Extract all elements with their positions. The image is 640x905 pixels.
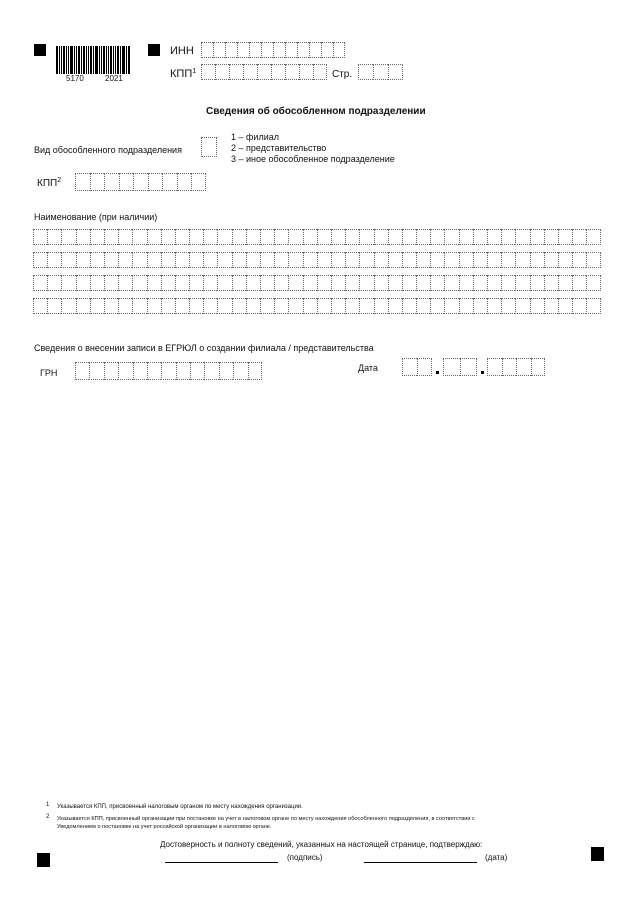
input-cell[interactable] [132, 275, 146, 291]
input-cell[interactable] [232, 275, 246, 291]
barcode-bar [117, 46, 119, 74]
input-cell[interactable] [501, 298, 515, 314]
input-cell[interactable] [232, 229, 246, 245]
input-cell[interactable] [402, 358, 417, 376]
input-cell[interactable] [132, 252, 146, 268]
input-cell[interactable] [189, 229, 203, 245]
kpp-footnote-mark: 1 [192, 68, 197, 75]
input-cell[interactable] [90, 252, 104, 268]
input-cell[interactable] [444, 298, 458, 314]
input-cell[interactable] [175, 229, 189, 245]
barcode-right-number: 2021 [105, 74, 123, 83]
input-cell[interactable] [331, 275, 345, 291]
footnote-2-text-b: Уведомлением о постановке на учет российской организации в налоговом органе. [57, 824, 272, 830]
input-cell[interactable] [217, 298, 231, 314]
input-cell[interactable] [274, 275, 288, 291]
page-number-cells[interactable] [358, 64, 403, 80]
input-cell[interactable] [530, 298, 544, 314]
name-row-3[interactable] [33, 275, 601, 291]
input-cell[interactable] [204, 362, 218, 380]
barcode-bar [122, 46, 125, 74]
barcode-bar [74, 46, 75, 74]
confirm-text: Достоверность и полноту сведений, указанных на настоящей странице, подтверждаю: [160, 840, 483, 849]
date-month-cells[interactable] [443, 358, 477, 376]
input-cell[interactable] [487, 358, 502, 376]
input-cell[interactable] [516, 358, 531, 376]
input-cell[interactable] [374, 275, 388, 291]
input-cell[interactable] [288, 298, 302, 314]
barcode-bar [120, 46, 121, 74]
input-cell[interactable] [359, 229, 373, 245]
input-cell[interactable] [260, 252, 274, 268]
input-cell[interactable] [473, 229, 487, 245]
page-label: Стр. [332, 69, 353, 80]
input-cell[interactable] [76, 298, 90, 314]
input-cell[interactable] [189, 298, 203, 314]
input-cell[interactable] [175, 298, 189, 314]
barcode-bar [56, 46, 58, 74]
input-cell[interactable] [246, 229, 260, 245]
input-cell[interactable] [203, 252, 217, 268]
input-cell[interactable] [118, 275, 132, 291]
footnote-1-mark: 1 [46, 802, 50, 808]
input-cell[interactable] [274, 229, 288, 245]
input-cell[interactable] [374, 229, 388, 245]
input-cell[interactable] [213, 42, 225, 58]
input-cell[interactable] [90, 229, 104, 245]
barcode-bar [103, 46, 105, 74]
inn-cells[interactable] [201, 42, 345, 58]
input-cell[interactable] [288, 229, 302, 245]
input-cell[interactable] [345, 252, 359, 268]
input-cell[interactable] [303, 275, 317, 291]
date-dot-1 [436, 371, 439, 374]
input-cell[interactable] [203, 298, 217, 314]
input-cell[interactable] [246, 298, 260, 314]
name-row-1[interactable] [33, 229, 601, 245]
unit-type-option-1: 1 – филиал [231, 132, 279, 142]
barcode-bar [76, 46, 77, 74]
barcode-bar [108, 46, 109, 74]
input-cell[interactable] [416, 252, 430, 268]
input-cell[interactable] [303, 229, 317, 245]
input-cell[interactable] [76, 229, 90, 245]
input-cell[interactable] [373, 64, 388, 80]
input-cell[interactable] [459, 298, 473, 314]
input-cell[interactable] [501, 229, 515, 245]
input-cell[interactable] [201, 42, 213, 58]
input-cell[interactable] [416, 275, 430, 291]
barcode-bar [63, 46, 65, 74]
corner-marker-top-mid [148, 44, 160, 56]
name-row-4[interactable] [33, 298, 601, 314]
input-cell[interactable] [161, 298, 175, 314]
input-cell[interactable] [402, 229, 416, 245]
input-cell[interactable] [572, 298, 586, 314]
barcode-bar [59, 46, 60, 74]
kpp-label [170, 68, 196, 80]
input-cell[interactable] [161, 252, 175, 268]
input-cell[interactable] [317, 229, 331, 245]
sign-date-label: (дата) [485, 853, 508, 862]
input-cell[interactable] [119, 173, 134, 191]
input-cell[interactable] [430, 275, 444, 291]
unit-type-cell[interactable] [201, 137, 217, 157]
input-cell[interactable] [515, 298, 529, 314]
kpp-label-text: КПП [170, 68, 193, 80]
input-cell[interactable] [374, 252, 388, 268]
input-cell[interactable] [61, 275, 75, 291]
input-cell[interactable] [232, 252, 246, 268]
barcode-bar [66, 46, 67, 74]
input-cell[interactable] [444, 275, 458, 291]
input-cell[interactable] [586, 252, 600, 268]
corner-marker-top-left [34, 44, 46, 56]
input-cell[interactable] [331, 298, 345, 314]
section-title: Сведения об обособленном подразделении [206, 106, 426, 117]
input-cell[interactable] [416, 229, 430, 245]
input-cell[interactable] [273, 42, 285, 58]
input-cell[interactable] [359, 298, 373, 314]
input-cell[interactable] [260, 275, 274, 291]
input-cell[interactable] [501, 252, 515, 268]
input-cell[interactable] [177, 173, 192, 191]
input-cell[interactable] [75, 362, 89, 380]
input-cell[interactable] [104, 298, 118, 314]
footnote-2-mark: 2 [46, 814, 50, 820]
barcode-bar [86, 46, 87, 74]
input-cell[interactable] [317, 252, 331, 268]
date-label: Дата [358, 363, 378, 373]
barcode-bar [88, 46, 89, 74]
input-cell[interactable] [274, 252, 288, 268]
input-cell[interactable] [416, 298, 430, 314]
date-sign-line [364, 862, 477, 863]
input-cell[interactable] [147, 229, 161, 245]
input-cell[interactable] [225, 42, 237, 58]
input-cell[interactable] [502, 358, 517, 376]
input-cell[interactable] [76, 275, 90, 291]
input-cell[interactable] [217, 252, 231, 268]
input-cell[interactable] [558, 298, 572, 314]
kpp2-footnote-mark: 2 [57, 177, 62, 184]
input-cell[interactable] [313, 64, 327, 80]
barcode-bar [90, 46, 92, 74]
barcode-bar [78, 46, 80, 74]
input-cell[interactable] [530, 275, 544, 291]
input-cell[interactable] [572, 229, 586, 245]
input-cell[interactable] [237, 42, 249, 58]
input-cell[interactable] [132, 298, 146, 314]
input-cell[interactable] [388, 229, 402, 245]
input-cell[interactable] [321, 42, 333, 58]
input-cell[interactable] [61, 298, 75, 314]
input-cell[interactable] [189, 252, 203, 268]
input-cell[interactable] [487, 275, 501, 291]
input-cell[interactable] [147, 298, 161, 314]
corner-marker-bottom-right [591, 847, 604, 861]
input-cell[interactable] [47, 298, 61, 314]
input-cell[interactable] [285, 42, 297, 58]
barcode-bar [126, 46, 127, 74]
input-cell[interactable] [148, 173, 163, 191]
input-cell[interactable] [299, 64, 313, 80]
input-cell[interactable] [345, 275, 359, 291]
input-cell[interactable] [544, 252, 558, 268]
input-cell[interactable] [175, 252, 189, 268]
input-cell[interactable] [118, 252, 132, 268]
input-cell[interactable] [544, 229, 558, 245]
footnote-2-text-a: Указывается КПП, присвоенный организации при постановке на учет в налоговом органе по месту нахождения обособленного подразделения, в соответствии с [57, 816, 475, 822]
input-cell[interactable] [33, 252, 47, 268]
unit-type-option-3: 3 – иное обособленное подразделение [231, 154, 395, 164]
input-cell[interactable] [572, 252, 586, 268]
input-cell[interactable] [75, 173, 90, 191]
input-cell[interactable] [189, 275, 203, 291]
input-cell[interactable] [572, 275, 586, 291]
input-cell[interactable] [133, 173, 148, 191]
input-cell[interactable] [530, 229, 544, 245]
input-cell[interactable] [260, 229, 274, 245]
input-cell[interactable] [176, 362, 190, 380]
input-cell[interactable] [232, 298, 246, 314]
date-year-cells[interactable] [487, 358, 545, 376]
input-cell[interactable] [246, 252, 260, 268]
input-cell[interactable] [274, 298, 288, 314]
input-cell[interactable] [90, 275, 104, 291]
input-cell[interactable] [297, 42, 309, 58]
grn-cells[interactable] [75, 362, 262, 380]
input-cell[interactable] [215, 64, 229, 80]
input-cell[interactable] [374, 298, 388, 314]
input-cell[interactable] [161, 275, 175, 291]
input-cell[interactable] [359, 252, 373, 268]
signature-line [165, 862, 278, 863]
input-cell[interactable] [444, 229, 458, 245]
input-cell[interactable] [147, 252, 161, 268]
input-cell[interactable] [90, 173, 105, 191]
input-cell[interactable] [147, 275, 161, 291]
barcode-bar [95, 46, 98, 74]
input-cell[interactable] [345, 298, 359, 314]
input-cell[interactable] [104, 362, 118, 380]
input-cell[interactable] [118, 362, 132, 380]
input-cell[interactable] [191, 173, 206, 191]
input-cell[interactable] [175, 275, 189, 291]
input-cell[interactable] [303, 298, 317, 314]
input-cell[interactable] [203, 275, 217, 291]
input-cell[interactable] [460, 358, 477, 376]
input-cell[interactable] [558, 229, 572, 245]
date-day-cells[interactable] [402, 358, 432, 376]
input-cell[interactable] [473, 252, 487, 268]
input-cell[interactable] [90, 298, 104, 314]
input-cell[interactable] [288, 252, 302, 268]
input-cell[interactable] [531, 358, 546, 376]
input-cell[interactable] [459, 229, 473, 245]
input-cell[interactable] [443, 358, 460, 376]
input-cell[interactable] [104, 275, 118, 291]
date-dot-2 [481, 371, 484, 374]
inn-label: ИНН [170, 45, 194, 57]
input-cell[interactable] [104, 173, 119, 191]
kpp2-cells[interactable] [75, 173, 206, 191]
input-cell[interactable] [430, 229, 444, 245]
input-cell[interactable] [558, 275, 572, 291]
egrul-label: Сведения о внесении записи в ЕГРЮЛ о создании филиала / представительства [34, 343, 374, 353]
input-cell[interactable] [261, 42, 273, 58]
input-cell[interactable] [473, 275, 487, 291]
input-cell[interactable] [530, 252, 544, 268]
input-cell[interactable] [345, 229, 359, 245]
input-cell[interactable] [33, 229, 47, 245]
input-cell[interactable] [402, 275, 416, 291]
input-cell[interactable] [217, 229, 231, 245]
grn-label: ГРН [40, 368, 58, 378]
input-cell[interactable] [501, 275, 515, 291]
input-cell[interactable] [161, 362, 175, 380]
input-cell[interactable] [257, 64, 271, 80]
barcode-left-number: 5170 [66, 74, 84, 83]
barcode-bar [115, 46, 116, 74]
input-cell[interactable] [201, 64, 215, 80]
input-cell[interactable] [285, 64, 299, 80]
input-cell[interactable] [61, 252, 75, 268]
input-cell[interactable] [219, 362, 233, 380]
input-cell[interactable] [147, 362, 161, 380]
name-row-2[interactable] [33, 252, 601, 268]
input-cell[interactable] [229, 64, 243, 80]
input-cell[interactable] [388, 64, 403, 80]
unit-type-label: Вид обособленного подразделения [34, 145, 182, 155]
input-cell[interactable] [89, 362, 103, 380]
input-cell[interactable] [358, 64, 373, 80]
input-cell[interactable] [303, 252, 317, 268]
input-cell[interactable] [430, 252, 444, 268]
input-cell[interactable] [430, 298, 444, 314]
input-cell[interactable] [487, 298, 501, 314]
input-cell[interactable] [33, 298, 47, 314]
input-cell[interactable] [544, 275, 558, 291]
input-cell[interactable] [558, 252, 572, 268]
barcode-bar [128, 46, 130, 74]
kpp-cells[interactable] [201, 64, 327, 80]
input-cell[interactable] [118, 229, 132, 245]
input-cell[interactable] [33, 275, 47, 291]
input-cell[interactable] [487, 252, 501, 268]
input-cell[interactable] [233, 362, 247, 380]
input-cell[interactable] [201, 137, 217, 157]
barcode-bar [61, 46, 62, 74]
input-cell[interactable] [515, 229, 529, 245]
input-cell[interactable] [246, 275, 260, 291]
input-cell[interactable] [515, 252, 529, 268]
input-cell[interactable] [243, 64, 257, 80]
input-cell[interactable] [248, 362, 262, 380]
input-cell[interactable] [544, 298, 558, 314]
input-cell[interactable] [317, 298, 331, 314]
input-cell[interactable] [47, 252, 61, 268]
input-cell[interactable] [161, 229, 175, 245]
input-cell[interactable] [333, 42, 345, 58]
input-cell[interactable] [487, 229, 501, 245]
input-cell[interactable] [271, 64, 285, 80]
input-cell[interactable] [417, 358, 432, 376]
barcode-bar [101, 46, 102, 74]
input-cell[interactable] [190, 362, 204, 380]
barcode-bar [99, 46, 100, 74]
corner-marker-bottom-left [37, 853, 50, 867]
input-cell[interactable] [133, 362, 147, 380]
barcode-bar [106, 46, 107, 74]
signature-label: (подпись) [287, 853, 323, 862]
input-cell[interactable] [388, 252, 402, 268]
barcode-bar [68, 46, 69, 74]
kpp2-label [37, 178, 61, 189]
input-cell[interactable] [473, 298, 487, 314]
input-cell[interactable] [260, 298, 274, 314]
input-cell[interactable] [47, 229, 61, 245]
input-cell[interactable] [388, 298, 402, 314]
input-cell[interactable] [402, 252, 416, 268]
input-cell[interactable] [459, 252, 473, 268]
input-cell[interactable] [203, 229, 217, 245]
input-cell[interactable] [331, 252, 345, 268]
barcode-bar [70, 46, 73, 74]
input-cell[interactable] [586, 275, 600, 291]
barcode-bar [81, 46, 82, 74]
input-cell[interactable] [459, 275, 473, 291]
input-cell[interactable] [47, 275, 61, 291]
input-cell[interactable] [317, 275, 331, 291]
input-cell[interactable] [586, 298, 600, 314]
input-cell[interactable] [402, 298, 416, 314]
input-cell[interactable] [359, 275, 373, 291]
input-cell[interactable] [104, 229, 118, 245]
input-cell[interactable] [515, 275, 529, 291]
input-cell[interactable] [217, 275, 231, 291]
input-cell[interactable] [331, 229, 345, 245]
input-cell[interactable] [118, 298, 132, 314]
input-cell[interactable] [104, 252, 118, 268]
kpp2-label-text: КПП [37, 178, 58, 189]
input-cell[interactable] [132, 229, 146, 245]
input-cell[interactable] [61, 229, 75, 245]
footnote-1-text: Указывается КПП, присвоенный налоговым органом по месту нахождения организации. [57, 804, 303, 810]
input-cell[interactable] [586, 229, 600, 245]
name-label: Наименование (при наличии) [34, 212, 158, 222]
input-cell[interactable] [388, 275, 402, 291]
input-cell[interactable] [162, 173, 177, 191]
unit-type-option-2: 2 – представительство [231, 143, 327, 153]
barcode-bar [93, 46, 94, 74]
input-cell[interactable] [288, 275, 302, 291]
input-cell[interactable] [249, 42, 261, 58]
barcode-bar [113, 46, 114, 74]
input-cell[interactable] [444, 252, 458, 268]
barcode-bar [83, 46, 85, 74]
barcode-bar [110, 46, 112, 74]
input-cell[interactable] [309, 42, 321, 58]
input-cell[interactable] [76, 252, 90, 268]
barcode-image [56, 42, 132, 74]
